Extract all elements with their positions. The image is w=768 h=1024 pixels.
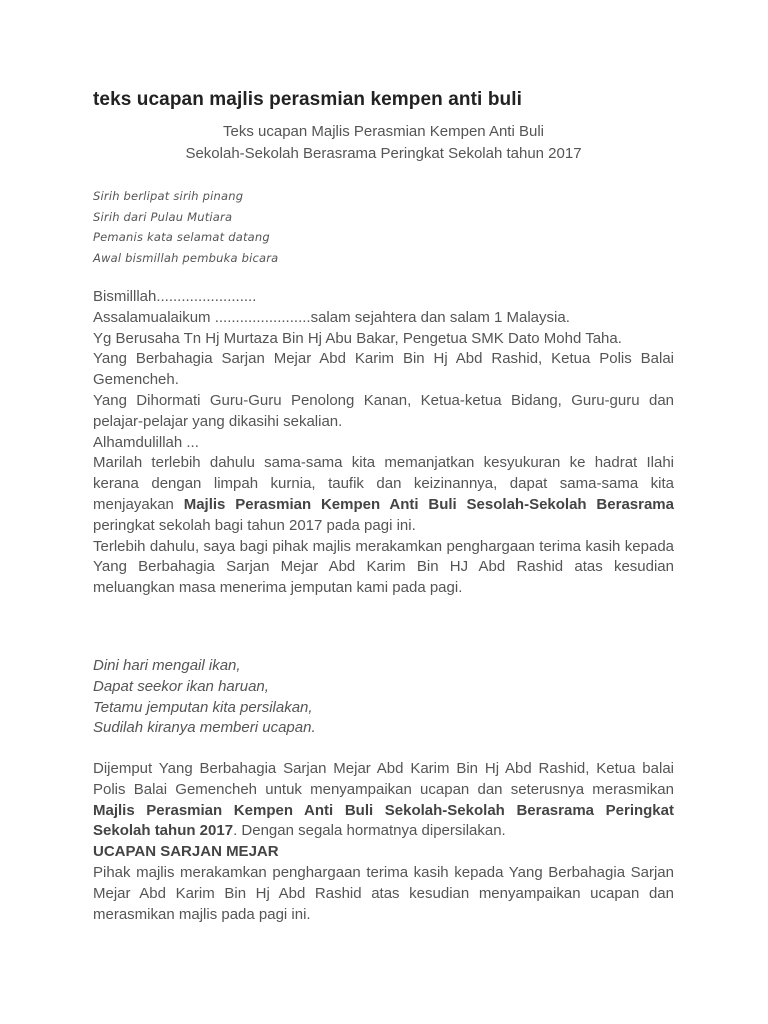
pantun-line: Sirih dari Pulau Mutiara [93, 209, 233, 224]
paragraph-penghargaan: Terlebih dahulu, saya bagi pihak majlis merakamkan penghargaan terima kasih kepada Yang Berbahagia Sarjan Mejar Abd Karim Bin HJ Abd Rashid atas kesudian meluangkan masa menerima jemputan kami pada pagi. [93, 537, 674, 597]
paragraph-text: Dijemput Yang Berbahagia Sarjan Mejar Abd Karim Bin Hj Abd Rashid, Ketua balai Polis Balai Gemencheh untuk menyampaikan ucapan dan seterusnya merasmikan [93, 760, 674, 798]
pantun-line: Awal bismillah pembuka bicara [93, 250, 279, 265]
paragraph-text: Marilah terlebih dahulu sama-sama kita memanjatkan kesyukuran ke hadrat Ilahi kerana dengan limpah kurnia, taufik dan keizinannya, dapat sama-sama kita menjayakan [93, 454, 674, 513]
paragraph-text: peringkat sekolah bagi tahun 2017 pada pagi ini. [93, 516, 416, 534]
event-name-bold: Majlis Perasmian Kempen Anti Buli Sekolah-Sekolah Berasrama Peringkat Sekolah tahun 2017 [93, 801, 674, 840]
paragraph-penutup: Pihak majlis merakamkan penghargaan terima kasih kepada Yang Berbahagia Sarjan Mejar Abd Karim Bin Hj Abd Rashid atas kesudian menyampaikan ucapan dan merasmikan majlis pada pagi ini. [93, 863, 674, 923]
pantun-invite [93, 656, 316, 739]
bismillah-line: Bismilllah........................ [93, 288, 257, 305]
pantun-line: Dapat seekor ikan haruan, [93, 677, 269, 695]
speech-body-opening [93, 287, 674, 599]
pantun-line: Sudilah kiranya memberi ucapan. [93, 719, 316, 737]
pantun-line: Pemanis kata selamat datang [93, 230, 270, 244]
alhamdulillah-line: Alhamdulillah ... [93, 433, 199, 451]
paragraph-text: . Dengan segala hormatnya dipersilakan. [233, 822, 506, 840]
greeting-pengetua: Yg Berusaha Tn Hj Murtaza Bin Hj Abu Bakar, Pengetua SMK Dato Mohd Taha. [93, 329, 622, 347]
pantun-line: Tetamu jemputan kita persilakan, [93, 698, 313, 716]
salam-line: Assalamualaikum .......................salam sejahtera dan salam 1 Malaysia. [93, 308, 570, 326]
pantun-line: Sirih berlipat sirih pinang [93, 189, 244, 203]
pantun-opening [93, 186, 278, 268]
event-name-bold: Majlis Perasmian Kempen Anti Buli Sesolah-Sekolah Berasrama [183, 495, 674, 513]
greeting-polis: Yang Berbahagia Sarjan Mejar Abd Karim Bin Hj Abd Rashid, Ketua Polis Balai Gemencheh. [93, 350, 674, 389]
speech-subtitle-line-1: Teks ucapan Majlis Perasmian Kempen Anti Buli [223, 123, 544, 140]
paragraph-syukur [93, 453, 674, 536]
section-heading: UCAPAN SARJAN MEJAR [93, 843, 279, 861]
speech-subtitle-line-2: Sekolah-Sekolah Berasrama Peringkat Sekolah tahun 2017 [185, 145, 582, 162]
pantun-line: Dini hari mengail ikan, [93, 657, 241, 674]
paragraph-jemputan [93, 759, 674, 842]
page-title: teks ucapan majlis perasmian kempen anti buli [93, 89, 522, 110]
greeting-guru: Yang Dihormati Guru-Guru Penolong Kanan, Ketua-ketua Bidang, Guru-guru dan pelajar-pelajar yang dikasihi sekalian. [93, 391, 674, 430]
speech-body-invitation [93, 759, 674, 925]
